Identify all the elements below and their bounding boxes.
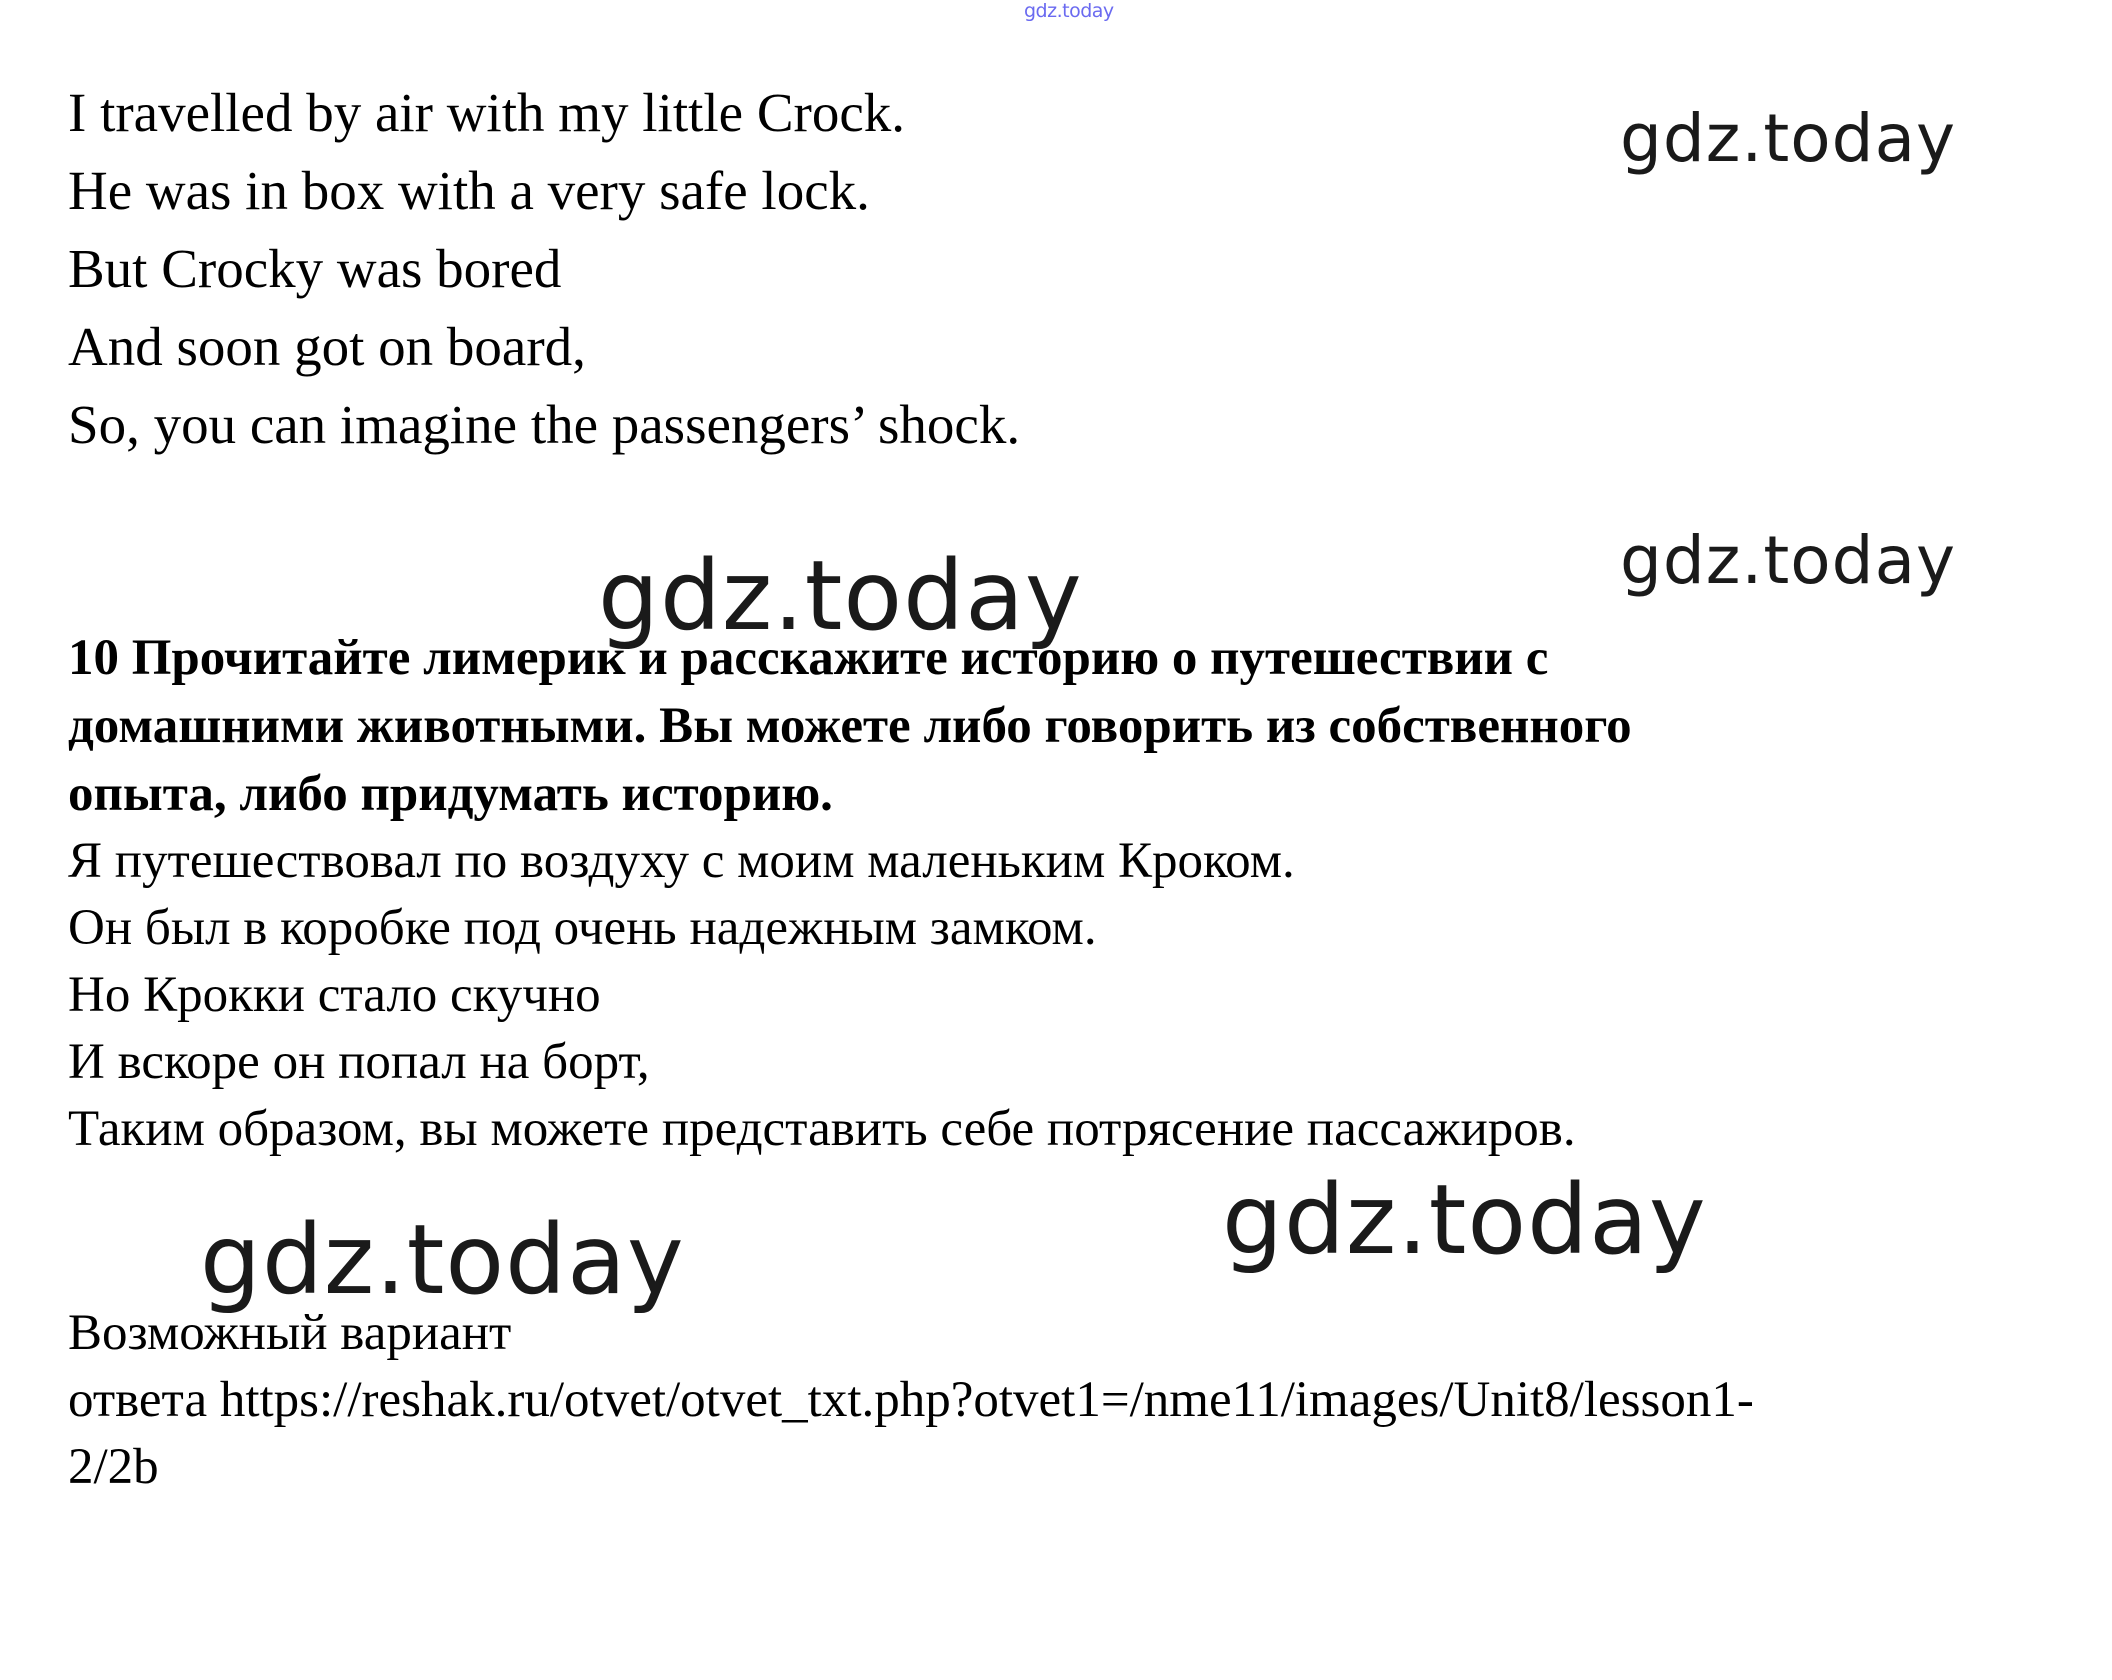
translation-line: И вскоре он попал на борт, [68, 1034, 650, 1090]
task-line: 10 Прочитайте лимерик и расскажите историю о путешествии с [68, 630, 1549, 686]
limerick-russian [68, 828, 1576, 1163]
watermark: gdz.today [1222, 1164, 1707, 1276]
task-heading [68, 624, 1988, 828]
answer-reference [68, 1300, 1754, 1501]
translation-line: Я путешествовал по воздуху с моим маленьким Кроком. [68, 833, 1295, 889]
answer-link-line: ответа https://reshak.ru/otvet/otvet_txt.php?otvet1=/nme11/images/Unit8/lesson1- [68, 1372, 1754, 1428]
task-line: домашними животными. Вы можете либо говорить из собственного [68, 698, 1632, 754]
answer-line: Возможный вариант [68, 1305, 512, 1361]
limerick-line: So, you can imagine the passengers’ shock. [68, 394, 1021, 455]
watermark: gdz.today [1620, 100, 1957, 177]
limerick-line: But Crocky was bored [68, 238, 562, 299]
watermark: gdz.today [1620, 522, 1957, 599]
watermark: gdz.today [598, 540, 1083, 652]
translation-line: Он был в коробке под очень надежным замком. [68, 900, 1097, 956]
limerick-line: He was in box with a very safe lock. [68, 160, 870, 221]
translation-line: Но Крокки стало скучно [68, 967, 601, 1023]
header-watermark: gdz.today [1024, 0, 1114, 22]
limerick-line: And soon got on board, [68, 316, 586, 377]
task-line: опыта, либо придумать историю. [68, 766, 833, 822]
watermark: gdz.today [200, 1204, 685, 1316]
limerick-english [68, 74, 1020, 464]
translation-line: Таким образом, вы можете представить себе потрясение пассажиров. [68, 1101, 1576, 1157]
answer-link-line: 2/2b [68, 1439, 159, 1495]
limerick-line: I travelled by air with my little Crock. [68, 82, 906, 143]
